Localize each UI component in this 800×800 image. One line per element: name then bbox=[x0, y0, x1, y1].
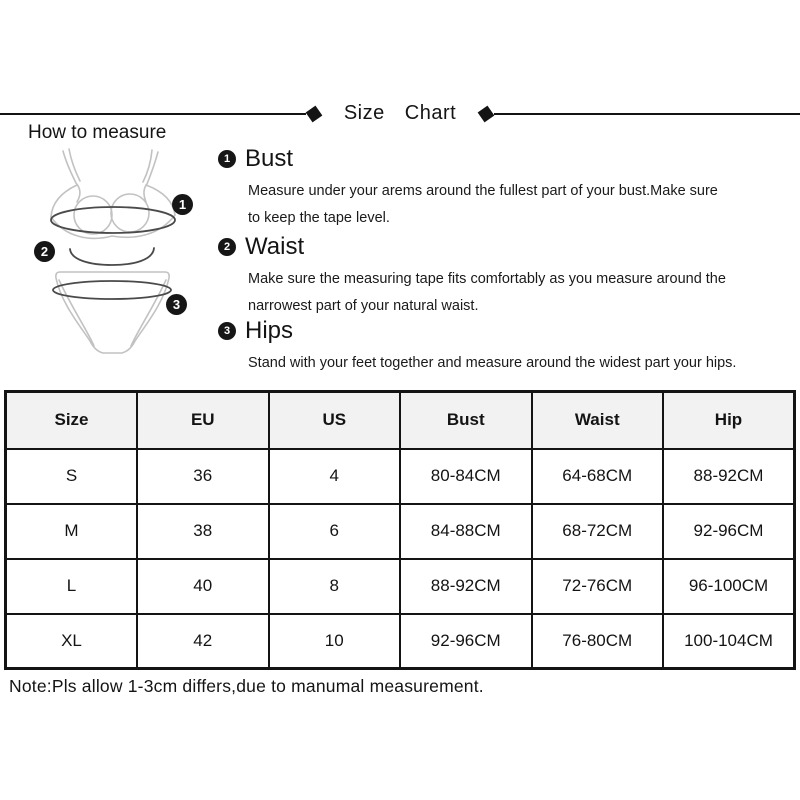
table-cell: S bbox=[6, 449, 138, 504]
table-cell: 84-88CM bbox=[400, 504, 532, 559]
table-cell: 42 bbox=[137, 614, 269, 669]
figure-badge-hips: 3 bbox=[166, 294, 187, 315]
table-cell: 40 bbox=[137, 559, 269, 614]
table-row bbox=[6, 504, 795, 559]
measure-section-waist bbox=[218, 233, 793, 320]
hips-section-description bbox=[248, 350, 793, 377]
table-cell: 100-104CM bbox=[663, 614, 795, 669]
divider-line-left bbox=[0, 113, 306, 115]
column-header-bust: Bust bbox=[400, 392, 532, 449]
page-title: Size Chart bbox=[343, 102, 457, 124]
table-cell: L bbox=[6, 559, 138, 614]
table-cell: 76-80CM bbox=[532, 614, 664, 669]
column-header-us: US bbox=[269, 392, 401, 449]
table-cell: 88-92CM bbox=[400, 559, 532, 614]
table-cell: 96-100CM bbox=[663, 559, 795, 614]
bikini-top-drawing bbox=[51, 149, 175, 238]
table-cell: 80-84CM bbox=[400, 449, 532, 504]
table-cell: 72-76CM bbox=[532, 559, 664, 614]
table-cell: 38 bbox=[137, 504, 269, 559]
hips-number-badge: 3 bbox=[218, 322, 236, 340]
diamond-icon-left bbox=[305, 105, 322, 122]
hips-section-heading bbox=[218, 317, 793, 345]
divider-line-right bbox=[494, 113, 800, 115]
size-table bbox=[4, 390, 796, 670]
column-header-hip: Hip bbox=[663, 392, 795, 449]
bust-section-title: Bust bbox=[245, 145, 294, 172]
waist-description-line-1: Make sure the measuring tape fits comfortably as you measure around the bbox=[248, 271, 726, 287]
waist-section-title: Waist bbox=[245, 233, 305, 260]
bikini-illustration bbox=[30, 145, 200, 360]
bust-section-heading bbox=[218, 145, 793, 173]
column-header-eu: EU bbox=[137, 392, 269, 449]
table-cell: 88-92CM bbox=[663, 449, 795, 504]
diamond-icon-right bbox=[478, 105, 495, 122]
size-table-body bbox=[6, 449, 795, 669]
column-header-waist: Waist bbox=[532, 392, 664, 449]
waist-description-line-2: narrowest part of your natural waist. bbox=[248, 298, 479, 314]
size-table-head-row bbox=[6, 392, 795, 449]
waist-section-description bbox=[248, 266, 793, 320]
hips-section-title: Hips bbox=[245, 317, 294, 344]
figure-badge-waist: 2 bbox=[34, 241, 55, 262]
column-header-size: Size bbox=[6, 392, 138, 449]
table-cell: XL bbox=[6, 614, 138, 669]
table-row bbox=[6, 614, 795, 669]
waist-section-heading bbox=[218, 233, 793, 261]
table-row bbox=[6, 559, 795, 614]
bikini-drawing bbox=[30, 145, 200, 360]
table-row bbox=[6, 449, 795, 504]
table-cell: 10 bbox=[269, 614, 401, 669]
table-cell: M bbox=[6, 504, 138, 559]
measurement-note: Note:Pls allow 1-3cm differs,due to manumal measurement. bbox=[9, 676, 484, 696]
measure-section-bust bbox=[218, 145, 793, 232]
table-cell: 36 bbox=[137, 449, 269, 504]
figure-badge-bust: 1 bbox=[172, 194, 193, 215]
measure-section-hips bbox=[218, 317, 793, 377]
table-cell: 92-96CM bbox=[663, 504, 795, 559]
hips-description-line-1: Stand with your feet together and measure around the widest part your hips. bbox=[248, 355, 737, 371]
waist-number-badge: 2 bbox=[218, 238, 236, 256]
table-cell: 92-96CM bbox=[400, 614, 532, 669]
table-cell: 4 bbox=[269, 449, 401, 504]
bust-description-line-1: Measure under your arems around the fullest part of your bust.Make sure bbox=[248, 183, 718, 199]
bust-section-description bbox=[248, 178, 793, 232]
how-to-measure-title: How to measure bbox=[28, 122, 167, 143]
bust-description-line-2: to keep the tape level. bbox=[248, 210, 390, 226]
table-cell: 64-68CM bbox=[532, 449, 664, 504]
waist-tape-arc bbox=[70, 248, 154, 265]
table-cell: 6 bbox=[269, 504, 401, 559]
table-cell: 68-72CM bbox=[532, 504, 664, 559]
bust-number-badge: 1 bbox=[218, 150, 236, 168]
table-cell: 8 bbox=[269, 559, 401, 614]
